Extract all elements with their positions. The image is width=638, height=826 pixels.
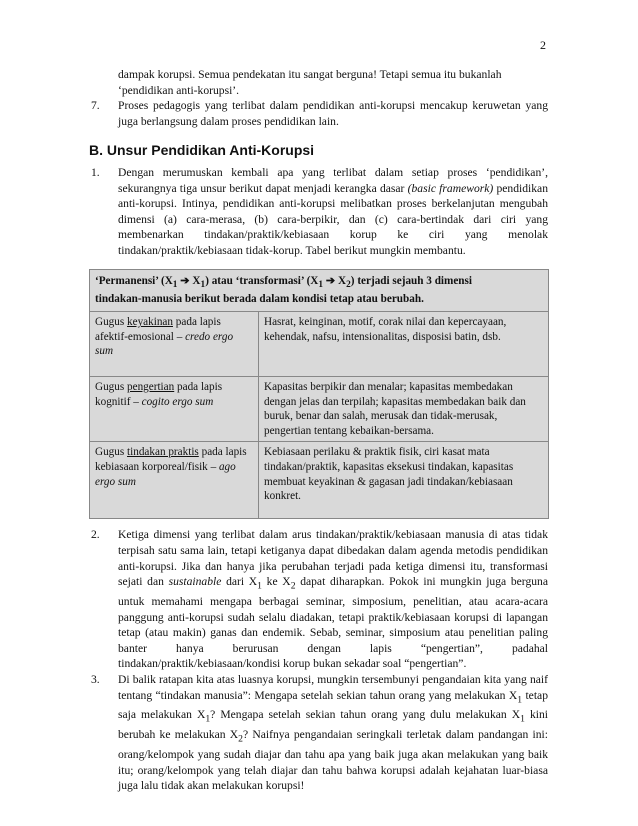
list-text: Proses pedagogis yang terlibat dalam pendidikan anti-korupsi mencakup keruwetan yang juga berlangsung dalam proses pendidikan lain. — [118, 99, 548, 128]
table-header-cell: ‘Permanensi’ ($X_1$ ➔ $X_1$) atau ‘transformasi’ ($X_1$ ➔ $X_2$) terjadi sejauh 3 dimensi tindakan-manusia berikut berada dalam kondisi tetap atau berubah. — [90, 269, 549, 311]
table-cell-description: Kapasitas berpikir dan menalar; kapasitas membedakan dengan jelas dan terpilah; kapasitas membedakan baik dan buruk, benar dan salah, merusak dan tidak-merusak, pengertian tentang kebaikan-bersama. — [259, 376, 549, 441]
list-text: Dengan merumuskan kembali apa yang terlibat dalam setiap proses ‘pendidikan’, sekurangnya tiga unsur berikut dapat menjadi kerangka dasar (basic framework) pendidikan anti-korupsi. Intinya, pendidikan anti-korupsi melibatkan proses berkelanjutan mengubah dimensi (a) cara-merasa, (b) cara-berpikir, dan (c) cara-bertindak dari ciri yang membenarkan tindakan/praktik/kebiasaan korup ke ciri yang menolak tindakan/praktik/kebiasaan tidak-korup. Tabel berikut mungkin membantu. — [118, 165, 548, 257]
table-row — [90, 442, 549, 519]
arrow-icon: ➔ — [180, 274, 190, 287]
table-cell-dimension: Gugus keyakinan pada lapis afektif-emosional – credo ergo sum — [90, 311, 259, 376]
dimension-table — [89, 269, 549, 520]
table-cell-dimension: Gugus pengertian pada lapis kognitif – cogito ergo sum — [90, 376, 259, 441]
table-cell-dimension: Gugus tindakan praktis pada lapis kebiasaan korporeal/fisik – ago ergo sum — [90, 442, 259, 519]
page-number: 2 — [540, 38, 546, 52]
list-text: Di balik ratapan kita atas luasnya korupsi, mungkin tersembunyi pengandaian kita yang naif tentang “tindakan manusia”: Mengapa setelah sekian tahun orang yang melakukan $X_1$ tetap saja melakukan $X_1$? Mengapa setelah sekian tahun orang yang dulu melakukan $X_1$ kini berubah ke melakukan $X_2$? Naifnya pengandaian seringkali terletak dalam pandangan ini: orang/kelompok yang sudah diajar dan tahu apa yang baik juga akan melakukan yang baik itu; orang/kelompok yang telah diajar dan tahu bahwa korupsi adalah kejahatan luar-biasa juga lalu tidak akan melakukan korupsi! — [118, 672, 549, 793]
table-row — [90, 376, 549, 441]
table-header-row — [90, 269, 549, 311]
arrow-icon: ➔ — [325, 274, 336, 287]
list-item-7 — [89, 98, 548, 129]
list-number: 3. — [91, 672, 100, 686]
intro-continuation — [89, 67, 548, 98]
section-heading: B. Unsur Pendidikan Anti-Korupsi — [89, 142, 315, 159]
list-number: 2. — [91, 528, 100, 542]
list-item-3 — [89, 672, 548, 794]
list-item-2 — [89, 527, 548, 672]
list-item-1 — [89, 165, 548, 259]
table-cell-description: Hasrat, keinginan, motif, corak nilai dan kepercayaan, kehendak, nafsu, intensionalitas, disposisi batin, dsb. — [259, 311, 549, 376]
list-number: 1. — [91, 165, 100, 179]
list-number: 7. — [91, 99, 100, 113]
table-row — [90, 311, 549, 376]
list-text: Ketiga dimensi yang terlibat dalam arus tindakan/praktik/kebiasaan manusia di atas tidak terpisah satu sama lain, tetapi ketiganya dapat dibedakan dalam agenda metodis pendidikan anti-korupsi. Jika dan hanya jika perubahan terjadi pada ketiga dimensi itu, transformasi sejati dan sustainable dari $X_1$ ke $X_2$ dapat diharapkan. Pokok ini mungkin juga berguna untuk memahami mengapa berbagai seminar, simposium, penelitian, atau acara-acara panggung anti-korupsi sudah selalu diadakan, tetapi praktik/kebiasaan korupsi di lapangan tetap (atau makin) ganas dan endemik. Sebab, seminar, simposium atau penelitian paling banter hanya berurusan dengan lapis “pengertian”, padahal tindakan/praktik/kebiasaan/kondisi korup bukan sekadar soal “pengertian”. — [118, 528, 548, 671]
intro-line-2: ‘pendidikan anti-korupsi’. — [118, 83, 240, 97]
numbered-list — [89, 527, 548, 794]
document-body — [89, 67, 548, 794]
intro-line-1: dampak korupsi. Semua pendekatan itu sangat berguna! Tetapi semua itu bukanlah — [118, 68, 502, 81]
table-cell-description: Kebiasaan perilaku & praktik fisik, ciri kasat mata tindakan/praktik, kapasitas eksekusi tindakan, kapasitas membuat keyakinan & gagasan jadi tindakan/kebiasaan konkret. — [259, 442, 549, 519]
